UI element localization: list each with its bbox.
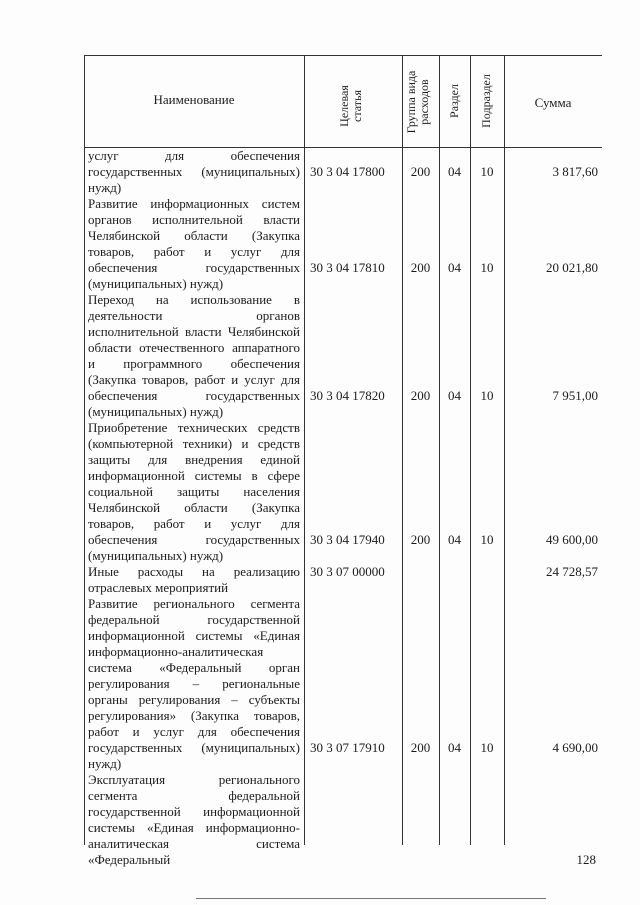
row-amount: 49 600,00 (546, 532, 598, 547)
page-number: 128 (576, 852, 596, 867)
row-name: услуг для обеспечения государственных (муниципальных) нужд) (88, 148, 300, 195)
header-expense-group: Группа вида расходов (404, 70, 431, 134)
row-target-article: 30 3 07 00000 (310, 564, 385, 579)
row-amount: 20 021,80 (546, 260, 598, 275)
row-target-article: 30 3 04 17820 (310, 388, 385, 403)
row-expense-group: 200 (410, 388, 431, 403)
row-expense-group: 200 (410, 532, 431, 547)
bottom-rule (196, 898, 546, 899)
header-target-article: Целевая статья (337, 85, 364, 127)
header-section: Раздел (447, 84, 461, 118)
row-name: Эксплуатация регионального сегмента федеральной государственной информационной системы «Единая информационно-аналитическая система «Федеральный (88, 772, 300, 867)
row-amount: 7 951,00 (552, 388, 598, 403)
row-expense-group: 200 (410, 164, 431, 179)
name-column (88, 148, 300, 868)
row-name: Развитие информационных систем органов исполнительной власти Челябинской области (Закупка товаров, работ и услуг для обеспечения государственных (муниципальных) нужд) (88, 196, 300, 291)
row-subsection: 10 (480, 164, 494, 179)
row-name: Переход на использование в деятельности органов исполнительной власти Челябинской области отечественного аппаратного и программного обеспечения (Закупка товаров, работ и услуг для обеспечения государственных (муниципальных) нужд) (88, 292, 300, 419)
row-target-article: 30 3 04 17810 (310, 260, 385, 275)
header-sum: Сумма (534, 95, 572, 110)
row-name: Развитие регионального сегмента федеральной государственной информационной системы «Единая информационно-аналитическая система «Федеральный орган регулирования – региональные органы регулирования – субъекты регулирования» (Закупка товаров, работ и услуг для обеспечения государственных (муниципальных) нужд) (88, 596, 300, 771)
row-subsection: 10 (480, 740, 494, 755)
row-target-article: 30 3 04 17940 (310, 532, 385, 547)
row-expense-group: 200 (410, 260, 431, 275)
row-amount: 24 728,57 (546, 564, 598, 579)
row-section: 04 (448, 164, 461, 179)
row-expense-group: 200 (410, 740, 431, 755)
row-section: 04 (448, 740, 461, 755)
row-section: 04 (448, 532, 461, 547)
row-target-article: 30 3 07 17910 (310, 740, 385, 755)
header-subsection: Подраздел (479, 74, 493, 128)
column-divider (304, 55, 305, 845)
row-section: 04 (448, 388, 461, 403)
row-subsection: 10 (480, 532, 494, 547)
row-subsection: 10 (480, 388, 494, 403)
table-top-border (84, 55, 602, 56)
row-amount: 3 817,60 (552, 164, 598, 179)
row-target-article: 30 3 04 17800 (310, 164, 385, 179)
row-section: 04 (448, 260, 461, 275)
row-name: Приобретение технических средств (компьютерной техники) и средств защиты для внедрения единой информационной системы в сфере социальной защиты населения Челябинской области (Закупка товаров, работ и услуг для обеспечения государственных (муниципальных) нужд) (88, 420, 300, 563)
row-amount: 4 690,00 (552, 740, 598, 755)
row-name: Иные расходы на реализацию отраслевых мероприятий (88, 564, 300, 595)
row-subsection: 10 (480, 260, 494, 275)
header-name: Наименование (153, 92, 235, 107)
table-border-left (84, 55, 85, 845)
